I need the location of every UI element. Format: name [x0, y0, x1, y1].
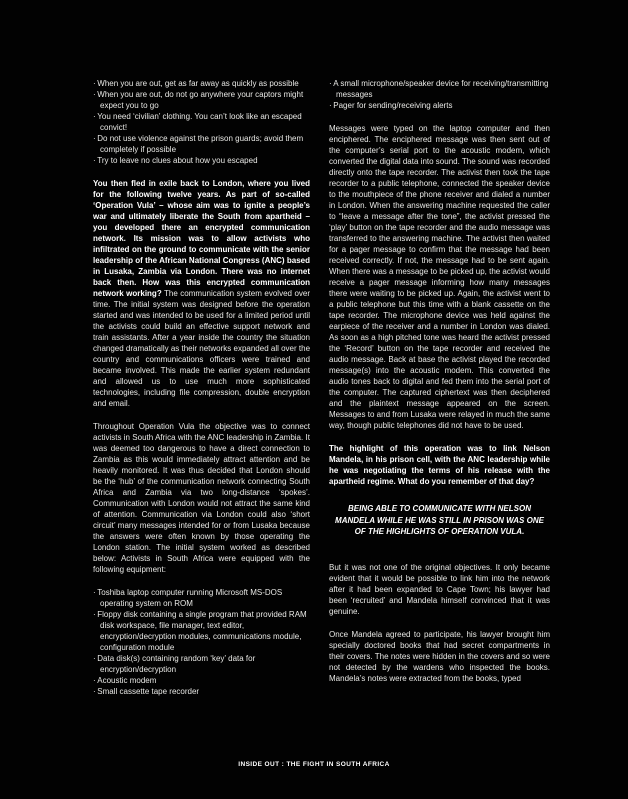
paragraph-message-process: Messages were typed on the laptop computer and then enciphered. The enciphered message was then sent out of the computer’s serial port to the acoustic modem, which converted the digital data into sound. The sound was recorded directly onto the tape recorder. The activist then took the tape recorder to a public telephone, connected the speaker device to the mouthpiece of the phone receiver and dialed a number in London. When the answering machine requested the caller to “leave a message after the tone”, the activist pressed the ‘play’ button on the tape recorder and the audio message was transferred to the answering machine. The activist then waited for a pager message to confirm that the message had been received correctly. If not, the message had to be sent again. When there was a message to be picked up, the activist would receive a pager message informing how many messages there were waiting to be picked up. Again, the activist went to a public telephone but this time with a blank cassette on the tape recorder. The microphone device was held against the earpiece of the receiver and a number in London was dialed. As soon as a high pitched tone was heard the activist pressed the ‘Record’ button on the tape recorder and received the audio message. Back at base the activist played the recorded message(s) into the acoustic modem. This converted the audio tones back to digital and fed them into the serial port of the computer. The captured ciphertext was then deciphered and the plaintext message appeared on the screen. Messages to and from Lusaka were relayed in much the same way, though public telephones did not have to be used.: [329, 124, 551, 430]
list-item: · Data disk(s) containing random ‘key’ data for encryption/decryption: [93, 653, 310, 675]
paragraph-vula-objective: Throughout Operation Vula the objective was to connect activists in South Africa with the ANC leadership in Zambia. It was deemed too dangerous to have a direct connection to Zambia as this would immediately attract attention and be heavily monitored. It was thus decided that London should be the ‘hub’ of the communication network connecting South Africa and Zambia via two long-distance ‘spokes’. Communication with London would not attract the same kind of attention. Communication via London could also ‘short circuit’ many messages intended for or from Lusaka because the answers were often known by those operating the London station. The initial system worked as described below: Activists in South Africa were equipped with the following equipment:: [93, 422, 310, 574]
interview-question-1: You then fled in exile back to London, where you lived for the following twelve years. As part of so-called ‘Operation Vula’ – whose aim was to ignite a people’s war and ultimately liberate the South from apartheid – you developed there an encrypted communication network. Its mission was to allow activists who infiltrated on the ground to communicate with the senior leadership of the African National Congress (ANC) based in Lusaka, Zambia via London. There was no internet back then. How was this encrypted communication network working?: [93, 179, 310, 298]
list-item: · Toshiba laptop computer running Microsoft MS-DOS operating system on ROM: [93, 587, 310, 609]
list-item: · Floppy disk containing a single program that provided RAM disk workspace, file manager, text editor, encryption/decryption modules, communications module, configuration module: [93, 609, 310, 653]
list-item: · Try to leave no clues about how you escaped: [93, 155, 310, 166]
list-item: · A small microphone/speaker device for receiving/transmitting messages: [329, 78, 550, 100]
list-item: · Pager for sending/receiving alerts: [329, 100, 550, 111]
pull-quote: BEING ABLE TO COMMUNICATE WITH NELSON MANDELA WHILE HE WAS STILL IN PRISON WAS ONE OF THE HIGHLIGHTS OF OPERATION VULA.: [335, 504, 544, 536]
escape-tips-list: [93, 78, 310, 166]
list-item: · You need ‘civilian’ clothing. You can’t look like an escaped convict!: [93, 111, 310, 133]
list-item: · When you are out, do not go anywhere your captors might expect you to go: [93, 89, 310, 111]
interview-answer-1: The communication system evolved over time. The initial system was designed before the operation started and was intended to be used for a limited period until the activists could build an effective support network and train assistants. After a year inside the country the situation changed dramatically as their networks expanded all over the country and communications officers were trained and became involved. This made the earlier system redundant and allowed us to use much more sophisticated technologies, including file compression, double encryption and email.: [93, 289, 311, 408]
footer-text: INSIDE OUT : THE FIGHT IN SOUTH AFRICA: [238, 761, 390, 768]
right-column: [329, 78, 550, 696]
list-item: · Do not use violence against the prison guards; avoid them completely if possible: [93, 133, 310, 155]
paragraph-doctored-books: Once Mandela agreed to participate, his lawyer brought him specially doctored books that had secret compartments in their covers. The notes were hidden in the covers and so were not detected by the wardens who inspected the books. Mandela’s notes were extracted from the books, typed: [329, 629, 550, 683]
qa-paragraph: [93, 178, 310, 409]
equipment-list-continued: [329, 78, 550, 111]
left-column: [93, 78, 310, 709]
list-item: · Acoustic modem: [93, 675, 310, 686]
list-item: · Small cassette tape recorder: [93, 686, 310, 697]
interview-question-2: The highlight of this operation was to link Nelson Mandela, in his prison cell, with the ANC leadership while he was negotiating the terms of his release with the apartheid regime. What do you remember of that day?: [329, 444, 550, 486]
equipment-list: [93, 587, 310, 697]
list-item: · When you are out, get as far away as quickly as possible: [93, 78, 310, 89]
paragraph-original-objectives: But it was not one of the original objectives. It only became evident that it would be possible to link him into the network after it had been expanded to Cape Town; his lawyer had been ‘recruited’ and Mandela himself convinced that it was genuine.: [329, 562, 550, 616]
